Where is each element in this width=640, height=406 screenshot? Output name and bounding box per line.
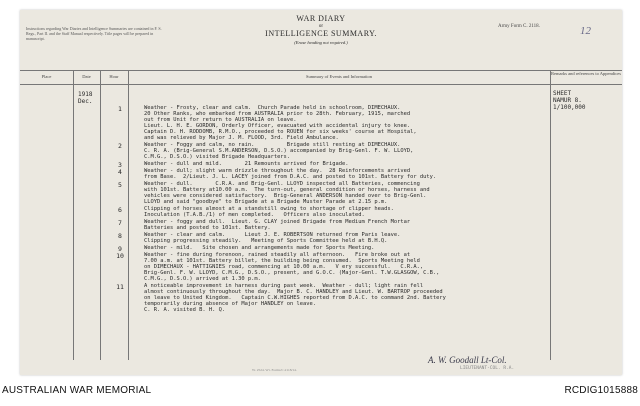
entry-line: C. R. A. (Brig-General S.M.ANDERSON, D.S.O.) accompanied by Brig-Genl. F. W. LLOYD, xyxy=(144,148,414,154)
map-sheet-reference xyxy=(553,90,586,111)
entry-day: 11 xyxy=(116,283,124,291)
entry-line: Batteries and posted to 101st. Battery. xyxy=(144,225,271,231)
hour-column-rule xyxy=(128,70,129,360)
entry-line: Weather - Frosty, clear and calm. Church Parade held in schoolroom, DIMECHAUX. xyxy=(144,105,401,111)
entry-line: Weather - Foggy and calm, no rain. Brigade still resting at DIMECHAUX. xyxy=(144,142,401,148)
footer-record-id: RCDIG1015888 xyxy=(564,385,638,396)
entry-line: Inoculation (T.A.B./1) of men completed. Officers also inoculated. xyxy=(144,212,365,218)
col-header-date: Date xyxy=(82,74,91,79)
entry-line: C.M.G., D.S.O.) visited Brigade Headquarters. xyxy=(144,154,291,160)
entry-day: 5 xyxy=(118,181,122,189)
entry-line: from Base. 2/Lieut. J. L. LACEY joined from D.A.C. and posted to 101st. Battery for duty. xyxy=(144,174,437,180)
entry-line: Weather - mild. Site chosen and arrangements made for Sports Meeting. xyxy=(144,245,375,251)
entry-day: 4 xyxy=(118,168,122,176)
entry-line: almost continuously throughout the day. Major B. C. HANDLEY and Lieut. W. BARTROP proceeded xyxy=(144,289,443,295)
col-header-remarks: Remarks and references to Appendices xyxy=(551,71,621,76)
printer-note: W. 2524. Wt. Forms/C.2118/14. xyxy=(252,368,297,372)
diary-subtitle-intelligence: INTELLIGENCE SUMMARY. xyxy=(265,29,377,38)
year: 1918 xyxy=(78,91,93,98)
entry-day: 8 xyxy=(118,232,122,240)
sheet-ref-line: 1/100,000 xyxy=(553,104,586,111)
sheet-ref-line: SHEET xyxy=(553,90,572,97)
entry-line: vehicles were considered satisfactory. Brig-General ANDERSON handed over to Brig-Genl. xyxy=(144,193,427,199)
erase-heading-note: (Erase heading not required.) xyxy=(294,40,348,45)
sheet-ref-line: NAMUR 8. xyxy=(553,97,582,104)
entry-line: Weather - dull. C.R.A. and Brig-Genl. LLOYD inspected all Batteries, commencing xyxy=(144,181,420,187)
entry-line: on DIMECHAUX - HATTIGNIES road, commencing at 10.00 a.m. V ery successful. C.R.A., xyxy=(144,264,424,270)
entry-line: Brig-Genl. F. W. LLOYD, C.M.G., D.S.O., present, and G.O.C. (Major-Genl. T.W.GLASGOW, C.B., xyxy=(144,270,440,276)
entry-line: and was relieved by Major J. M. FLOOD, 3rd. Field Ambulance. xyxy=(144,135,339,141)
entry-line: Clipping progressing steadily. Meeting of Sports Committee held at B.H.Q. xyxy=(144,238,388,244)
army-form-number: Army Form C. 2118. xyxy=(498,24,540,29)
entry-day: 2 xyxy=(118,142,122,150)
col-header-summary: Summary of Events and Information xyxy=(306,74,372,79)
date-column-rule xyxy=(100,70,101,360)
entry-day: 9 xyxy=(118,245,122,253)
entry-line: Lieut. L. H. E. GORDON, Orderly Officer, evacuated with accidental injury to knee. xyxy=(144,123,411,129)
col-header-hour: Hour xyxy=(109,74,119,79)
col-header-place: Place xyxy=(41,74,52,79)
entry-line: 7.00 a.m. at 101st. Battery billet, the building being consumed. Sports Meeting held xyxy=(144,258,420,264)
diary-title-or: or xyxy=(318,24,324,29)
entry-line: out from Unit for return to AUSTRALIA on leave. xyxy=(144,117,297,123)
entry-day: 7 xyxy=(118,219,122,227)
entry-line: temporarily during absence of Major HANDLEY on leave. xyxy=(144,301,317,307)
signature-rank: LIEUTENANT-COL. R.A. xyxy=(460,366,515,371)
entry-line: LLOYD and said "goodbye" to Brigade at a Brigade Muster Parade at 2.15 p.m. xyxy=(144,199,388,205)
page-number: 12 xyxy=(580,25,591,37)
entry-line: Weather - foggy and dull. Lieut. G. CLAY joined Brigade from Medium French Mortar xyxy=(144,219,411,225)
diary-title: WAR DIARY xyxy=(296,14,346,23)
entry-line: A noticeable improvement in harness during past week. Weather - dull; light rain fell xyxy=(144,283,424,289)
month: Dec. xyxy=(78,98,93,105)
place-column-rule xyxy=(73,70,74,360)
entry-line: on leave to United Kingdom. Captain C.W.HIGHES reported from D.A.C. to command 2nd. Battery xyxy=(144,295,446,301)
entry-line: Weather - fine during forenoon, rained steadily all afternoon. Fire broke out at xyxy=(144,252,411,258)
entry-line: with 101st. Battery at10.00 a.m. The turn-out, general condition or horses, harness and xyxy=(144,187,430,193)
entry-line: C.M.G., D.S.O.) arrived at 1.30 p.m. xyxy=(144,276,261,282)
remarks-column-rule xyxy=(550,70,551,360)
entry-line: Captain D. H. RODDOMB, R.M.O., proceeded to ROUEN for six weeks' course at Hospital, xyxy=(144,129,417,135)
instructions-note: Instructions regarding War Diaries and Intelligence Summaries are contained in F. S. Regs., Part II. and the Staff Manual respectively. Title pages will be prepared in manuscript. xyxy=(26,26,162,41)
entry-day: 10 xyxy=(116,252,124,260)
table-header-rule xyxy=(20,84,622,85)
commanding-officer-signature: A. W. Goodall Lt-Col. xyxy=(428,355,507,365)
entry-line: Weather - clear and calm. Lieut J. E. ROBERTSON returned from Paris leave. xyxy=(144,232,401,238)
table-top-rule xyxy=(20,70,622,71)
war-diary-page xyxy=(20,10,622,375)
entry-line: Weather - dull and mild. 21 Remounts arrived for Brigade. xyxy=(144,161,349,167)
date-year-month xyxy=(78,91,92,105)
entry-line: Weather - dull; slight warm drizzle throughout the day. 28 Reinforcements arrived xyxy=(144,168,411,174)
entry-day: 1 xyxy=(118,105,122,113)
entry-day: 3 xyxy=(118,161,122,169)
entry-line: Clipping of horses almost at a standstill owing to shortage of clipper heads. xyxy=(144,206,394,212)
entry-line: 20 Other Ranks, who embarked from AUSTRALIA prior to 28th. February, 1915, marched xyxy=(144,111,411,117)
entry-line: C. R. A. visited B. H. Q. xyxy=(144,307,226,313)
footer-institution: AUSTRALIAN WAR MEMORIAL xyxy=(2,385,152,396)
entry-day: 6 xyxy=(118,206,122,214)
